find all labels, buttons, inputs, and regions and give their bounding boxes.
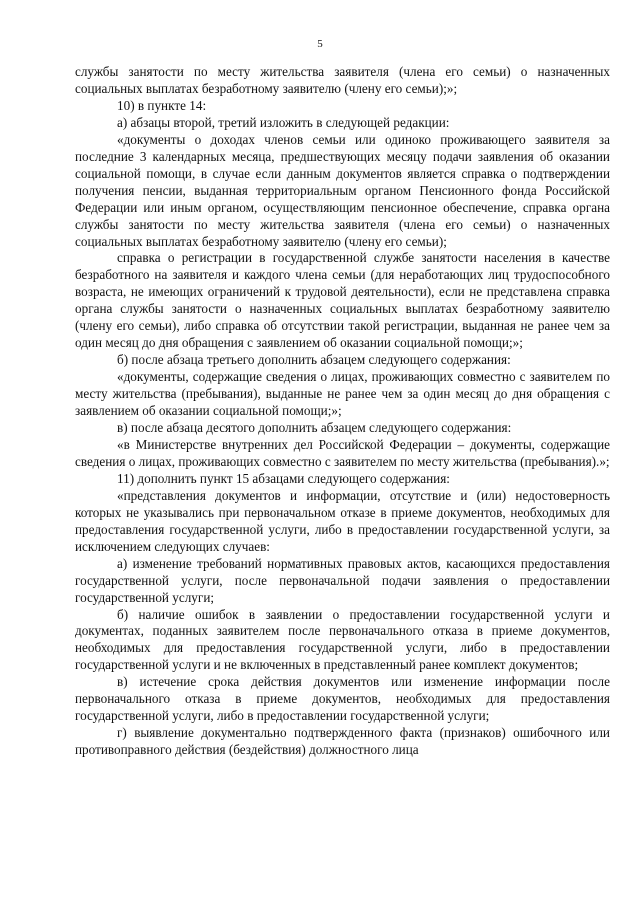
paragraph: а) изменение требований нормативных правовых актов, касающихся предоставления государственной услуги, после первоначальной подачи заявления о предоставлении государственной услуги; <box>75 555 610 605</box>
paragraph: справка о регистрации в государственной службе занятости населения в качестве безработного на заявителя и каждого члена семьи (для неработающих лиц трудоспособного возраста, не имеющих ограничений к трудовой деятельности), если не представлена справка органа службы занятости о назначенных социальных выплатах безработному заявителю (члену его семьи), либо справка об отсутствии такой регистрации, выданная не ранее чем за один месяц до дня обращения с заявлением об оказании социальной помощи;»; <box>75 250 610 351</box>
paragraph: 11) дополнить пункт 15 абзацами следующего содержания: <box>117 470 450 486</box>
paragraph: службы занятости по месту жительства заявителя (члена его семьи) о назначенных социальных выплатах безработному заявителю (члену его семьи);»; <box>75 64 610 96</box>
paragraph: «документы о доходах членов семьи или одиноко проживающего заявителя за последние 3 календарных месяца, предшествующих месяцу подачи заявления об оказании социальной помощи, в случае если данным документов является справка о подтверждении получения пенсии, выданная территориальным органом Пенсионного фонда Российской Федерации или иным органом, осуществляющим пенсионное обеспечение, справка органа службы занятости по месту жительства заявителя (члена его семьи) о назначенных социальных выплатах безработному заявителю (члену его семьи); <box>75 131 610 249</box>
paragraph: в) после абзаца десятого дополнить абзацем следующего содержания: <box>117 420 512 436</box>
paragraph: в) истечение срока действия документов или изменение информации после первоначального отказа в приеме документов, необходимых для предоставления государственной услуги, либо в предоставлении государственной услуги; <box>75 674 610 724</box>
page-number: 5 <box>317 38 323 50</box>
paragraph: а) абзацы второй, третий изложить в следующей редакции: <box>117 114 450 130</box>
paragraph: «в Министерстве внутренних дел Российской Федерации – документы, содержащие сведения о лицах, проживающих совместно с заявителем по месту жительства (пребывания).»; <box>75 436 610 469</box>
paragraph: б) наличие ошибок в заявлении о предоставлении государственной услуги и документах, поданных заявителем после первоначального отказа в приеме документов, необходимых для предоставления государственной услуги, либо в предоставлении государственной услуги и не включенных в представленный ранее комплект документов; <box>75 606 610 673</box>
paragraph: 10) в пункте 14: <box>117 97 207 113</box>
paragraph: г) выявление документально подтвержденного факта (признаков) ошибочного или противоправного действия (бездействия) должностного лица <box>75 725 610 758</box>
paragraph: «представления документов и информации, отсутствие и (или) недостоверность которых не указывались при первоначальном отказе в приеме документов, необходимых для предоставления государственной услуги, либо в предоставлении государственной услуги, за исключением следующих случаев: <box>75 487 610 554</box>
paragraph: «документы, содержащие сведения о лицах, проживающих совместно с заявителем по месту жительства (пребывания), выданные не ранее чем за один месяц до дня обращения с заявлением об оказании социальной помощи;»; <box>75 369 610 419</box>
paragraph: б) после абзаца третьего дополнить абзацем следующего содержания: <box>117 352 511 368</box>
document-body <box>75 64 610 759</box>
